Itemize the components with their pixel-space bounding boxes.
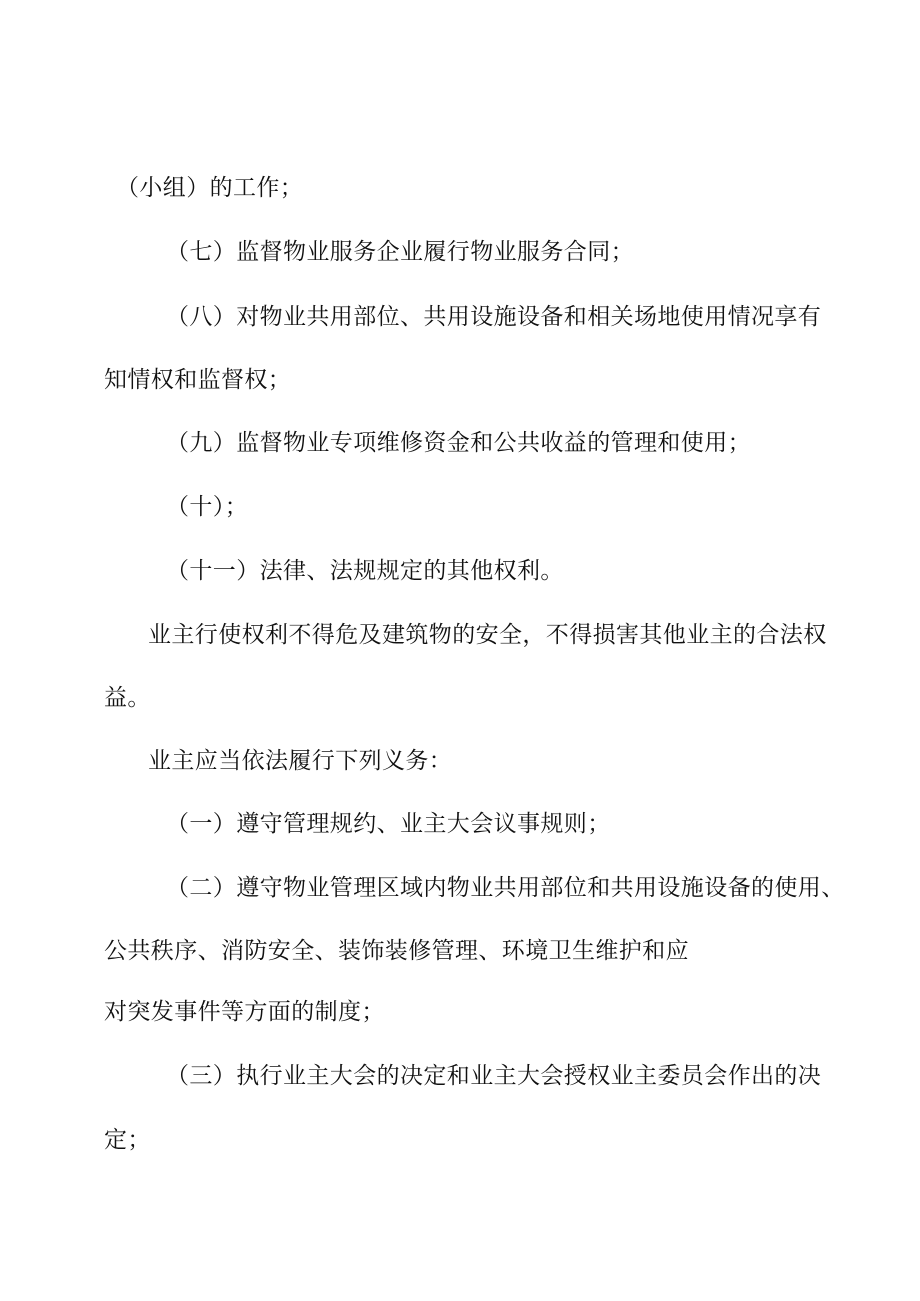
text-line-13: 公共秩序、消防安全、装饰装修管理、环境卫生维护和应	[104, 938, 689, 964]
text-line-3: （八）对物业共用部位、共用设施设备和相关场地使用情况享有	[166, 304, 822, 330]
text-line-12: （二）遵守物业管理区域内物业共用部位和共用设施设备的使用、	[166, 875, 845, 901]
text-line-6: （十）；	[166, 494, 249, 520]
text-line-4: 知情权和监督权；	[104, 367, 292, 393]
text-line-11: （一）遵守管理规约、业主大会议事规则；	[166, 811, 611, 837]
text-line-8: 业主行使权利不得危及建筑物的安全，不得损害其他业主的合法权	[148, 622, 827, 648]
text-line-14: 对突发事件等方面的制度；	[104, 999, 385, 1025]
text-line-16: 定；	[104, 1127, 151, 1153]
text-line-15: （三）执行业主大会的决定和业主大会授权业主委员会作出的决	[166, 1063, 822, 1089]
text-line-1: （小组）的工作；	[116, 175, 304, 201]
text-line-2: （七）监督物业服务企业履行物业服务合同；	[166, 239, 634, 265]
text-line-5: （九）监督物业专项维修资金和公共收益的管理和使用；	[166, 430, 751, 456]
text-line-7: （十一）法律、法规规定的其他权利。	[166, 558, 564, 584]
text-line-9: 益。	[104, 685, 151, 711]
text-line-10: 业主应当依法履行下列义务：	[148, 748, 453, 774]
